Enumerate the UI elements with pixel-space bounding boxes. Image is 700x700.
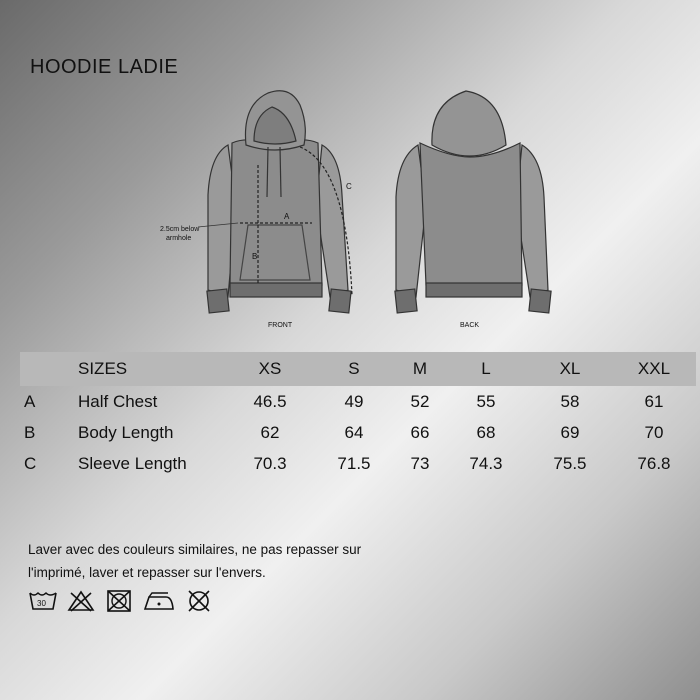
table-row (20, 417, 696, 448)
size-table (20, 352, 696, 479)
hoodie-diagram (150, 85, 570, 335)
wash-30-icon (28, 589, 58, 613)
header-xs: XS (258, 359, 282, 378)
no-bleach-icon (66, 589, 96, 613)
row-code: C (24, 453, 37, 473)
cell-value: 58 (560, 391, 580, 411)
cell-value: 62 (260, 422, 280, 442)
cell-value: 49 (344, 391, 364, 411)
row-name: Body Length (78, 422, 174, 442)
header-xl: XL (559, 359, 581, 378)
armhole-note-line2: armhole (166, 235, 192, 242)
cell-value: 52 (410, 391, 430, 411)
marker-b: B (252, 252, 258, 261)
cell-value: 69 (560, 422, 580, 442)
cell-value: 75.5 (553, 453, 587, 473)
header-sizes: SIZES (78, 359, 128, 378)
size-table-header (20, 352, 696, 386)
care-icons (28, 589, 214, 613)
cell-value: 66 (410, 422, 430, 442)
cell-value: 71.5 (337, 453, 371, 473)
cell-value: 70.3 (253, 453, 287, 473)
page-title: HOODIE LADIE (30, 56, 179, 78)
care-instructions (28, 538, 428, 584)
table-row (20, 386, 696, 417)
no-tumble-dry-icon (104, 589, 134, 613)
cell-value: 55 (476, 391, 496, 411)
cell-value: 74.3 (469, 453, 503, 473)
header-xxl: XXL (637, 359, 671, 378)
table-row (20, 448, 696, 479)
header-m: M (412, 359, 428, 378)
hoodie-back-drawing (395, 91, 551, 313)
cell-value: 64 (344, 422, 364, 442)
row-code: A (24, 391, 36, 411)
front-label: FRONT (268, 322, 293, 329)
row-name: Half Chest (78, 391, 158, 411)
care-text-line2: l'imprimé, laver et repasser sur l'envers. (28, 565, 266, 580)
care-text-line1: Laver avec des couleurs similaires, ne pas repasser sur (28, 542, 362, 557)
wash-temp: 30 (37, 599, 46, 608)
iron-low-icon (142, 589, 176, 613)
cell-value: 70 (644, 422, 664, 442)
header-s: S (348, 359, 360, 378)
cell-value: 46.5 (253, 391, 287, 411)
row-code: B (24, 422, 36, 442)
cell-value: 76.8 (637, 453, 671, 473)
cell-value: 61 (644, 391, 664, 411)
no-dry-clean-icon (184, 589, 214, 613)
row-name: Sleeve Length (78, 453, 187, 473)
back-label: BACK (460, 322, 480, 329)
marker-a: A (284, 212, 290, 221)
armhole-note-line1: 2.5cm below (160, 226, 200, 233)
hoodie-front-drawing (207, 91, 352, 313)
cell-value: 68 (476, 422, 496, 442)
header-l: L (481, 359, 491, 378)
cell-value: 73 (410, 453, 430, 473)
marker-c: C (346, 182, 352, 191)
